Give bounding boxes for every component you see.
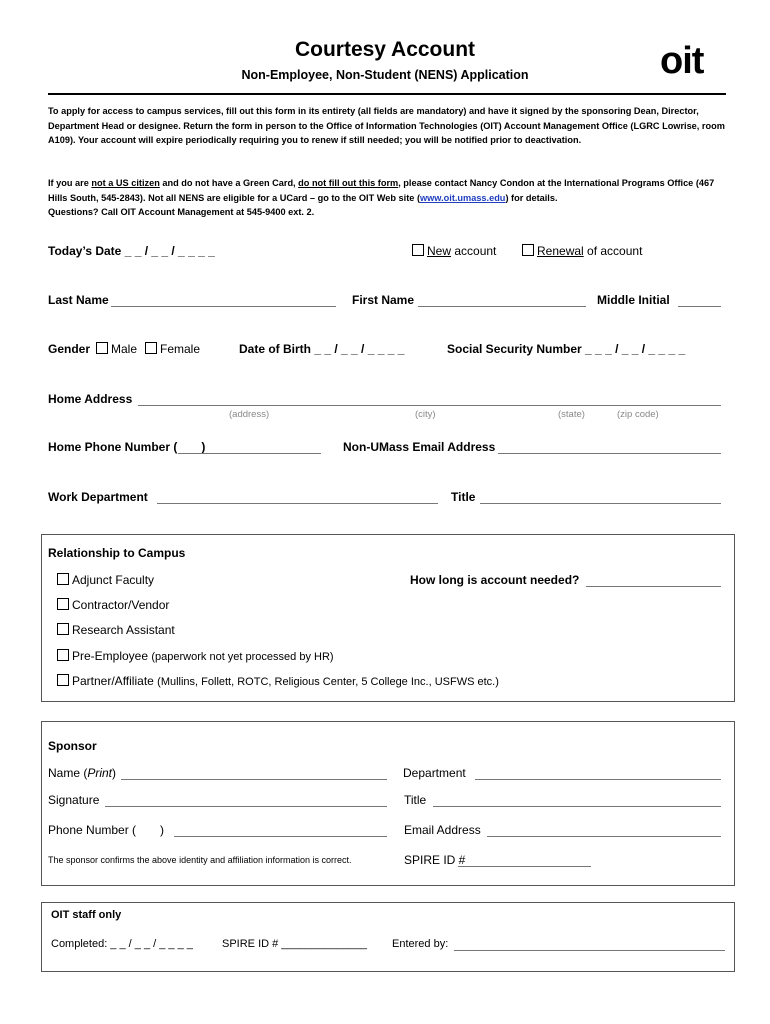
sponsor-spire-label: SPIRE ID # <box>404 853 466 867</box>
renewal-account-checkbox[interactable] <box>522 244 534 256</box>
last-name-label: Last Name <box>48 293 109 307</box>
citizenship-paragraph <box>48 176 728 205</box>
relationship-option-adjunct[interactable] <box>57 573 154 587</box>
form-title: Courtesy Account <box>294 38 476 61</box>
header-divider <box>48 93 726 95</box>
paren-close: ) <box>201 440 206 454</box>
text-segment: , please contact Nancy Condon at the International Programs Office (467 Hills South, 545-2843). Not all NENS are eligible for a UCard – go to the OIT Web site ( <box>48 178 715 203</box>
middle-initial-label: Middle Initial <box>597 293 670 307</box>
sponsor-signature-label: Signature <box>48 793 100 807</box>
sponsor-phone-label <box>48 823 164 837</box>
sponsor-email-input[interactable] <box>487 836 721 837</box>
checkbox[interactable] <box>57 649 69 661</box>
entered-by-label: Entered by: <box>392 938 449 950</box>
relationship-option-research-assistant[interactable] <box>57 623 175 637</box>
todays-date-field[interactable]: Today’s Date _ _ / _ _ / _ _ _ _ <box>48 244 215 258</box>
oit-website-link[interactable]: www.oit.umass.edu <box>420 192 506 203</box>
title-input[interactable] <box>480 503 721 504</box>
city-hint: (city) <box>415 409 436 420</box>
sponsor-email-label: Email Address <box>404 823 481 837</box>
date-of-birth-field[interactable]: Date of Birth _ _ / _ _ / _ _ _ _ <box>239 342 405 356</box>
middle-initial-input[interactable] <box>678 306 721 307</box>
non-umass-email-label: Non-UMass Email Address <box>343 440 496 454</box>
sponsor-spire-input[interactable] <box>458 866 591 867</box>
checkbox[interactable] <box>57 573 69 585</box>
work-department-label: Work Department <box>48 490 148 504</box>
text-segment: Name ( <box>48 766 88 780</box>
questions-paragraph: Questions? Call OIT Account Management at 545-9400 ext. 2. <box>48 207 315 217</box>
new-account-option[interactable] <box>412 244 496 258</box>
new-account-label: New <box>427 244 452 258</box>
sponsor-signature-input[interactable] <box>105 806 387 807</box>
option-label: Adjunct Faculty <box>72 573 155 587</box>
sponsor-department-input[interactable] <box>475 779 721 780</box>
address-hint: (address) <box>229 409 270 420</box>
oit-logo: oit <box>660 40 704 82</box>
checkbox[interactable] <box>57 598 69 610</box>
zip-code-hint: (zip code) <box>617 409 659 420</box>
sponsor-department-label: Department <box>403 766 466 780</box>
first-name-label: First Name <box>352 293 415 307</box>
option-label: Research Assistant <box>72 623 175 637</box>
renewal-account-label: Renewal <box>537 244 584 258</box>
text-segment: If you are <box>48 178 92 188</box>
sponsor-title-label: Title <box>404 793 427 807</box>
male-checkbox[interactable] <box>96 342 108 354</box>
sponsor-title-input[interactable] <box>433 806 721 807</box>
text-segment: ) <box>112 766 117 780</box>
gender-male-option[interactable] <box>96 342 137 356</box>
sponsor-phone-input[interactable] <box>174 836 387 837</box>
home-phone-label <box>48 440 205 454</box>
completed-date-field[interactable]: Completed: _ _ / _ _ / _ _ _ _ <box>51 938 193 950</box>
renewal-account-label-rest: of account <box>583 244 643 258</box>
staff-spire-field[interactable]: SPIRE ID # ______________ <box>222 938 367 950</box>
instructions-paragraph: To apply for access to campus services, fill out this form in its entirety (all fields are mandatory) and have it signed by the sponsoring Dean, Director, Department Head or designee. Return the form in person to the Office of Information Technologies (OIT) Account Management Office (LGRC Lowrise, room A109). Your account will expire periodically requiring you to renew if still needed; you will be notified prior to deactivation. <box>48 106 725 145</box>
relationship-heading: Relationship to Campus <box>48 546 186 560</box>
title-label: Title <box>451 490 476 504</box>
gender-female-option[interactable] <box>145 342 200 356</box>
renewal-account-option[interactable] <box>522 244 642 258</box>
option-label: Partner/Affiliate <box>72 674 158 688</box>
non-umass-email-input[interactable] <box>498 453 721 454</box>
male-label: Male <box>111 342 138 356</box>
form-subtitle: Non-Employee, Non-Student (NENS) Application <box>241 68 529 82</box>
new-account-label-rest: account <box>451 244 497 258</box>
oit-staff-heading: OIT staff only <box>51 909 122 921</box>
ssn-field[interactable]: Social Security Number _ _ _ / _ _ / _ _ _ _ <box>447 342 686 356</box>
text-segment: Print <box>87 766 113 780</box>
text-segment: ) <box>160 823 165 837</box>
new-account-checkbox[interactable] <box>412 244 424 256</box>
text-segment: ) for details. <box>505 192 558 203</box>
checkbox[interactable] <box>57 674 69 686</box>
relationship-option-partner[interactable] <box>57 674 499 688</box>
female-checkbox[interactable] <box>145 342 157 354</box>
work-department-input[interactable] <box>157 503 438 504</box>
home-address-label: Home Address <box>48 392 133 406</box>
option-note: (paperwork not yet processed by HR) <box>151 651 334 663</box>
first-name-input[interactable] <box>418 306 586 307</box>
entered-by-input[interactable] <box>454 950 725 951</box>
home-phone-input[interactable] <box>178 453 321 454</box>
home-phone-label-text: Home Phone Number ( <box>48 440 178 454</box>
text-segment: not a US citizen <box>91 178 160 188</box>
sponsor-confirmation-text: The sponsor confirms the above identity and affiliation information is correct. <box>48 855 352 865</box>
sponsor-name-label <box>48 766 116 780</box>
state-hint: (state) <box>558 409 585 420</box>
relationship-option-pre-employee[interactable] <box>57 649 334 663</box>
sponsor-heading: Sponsor <box>48 739 97 753</box>
text-segment: do not fill out this form <box>298 178 399 188</box>
female-label: Female <box>160 342 201 356</box>
option-note: (Mullins, Follett, ROTC, Religious Center, 5 College Inc., USFWS etc.) <box>157 676 499 688</box>
text-segment: and do not have a Green Card, <box>159 178 299 188</box>
oit-staff-section <box>41 902 735 972</box>
gender-label: Gender <box>48 342 91 356</box>
last-name-input[interactable] <box>111 306 336 307</box>
text-segment: Phone Number ( <box>48 823 137 837</box>
home-address-input[interactable] <box>138 405 721 406</box>
option-label: Contractor/Vendor <box>72 598 170 612</box>
how-long-input[interactable] <box>586 586 721 587</box>
sponsor-name-input[interactable] <box>121 779 387 780</box>
how-long-label: How long is account needed? <box>410 573 580 587</box>
option-label: Pre-Employee <box>72 649 152 663</box>
checkbox[interactable] <box>57 623 69 635</box>
relationship-option-contractor[interactable] <box>57 598 169 612</box>
